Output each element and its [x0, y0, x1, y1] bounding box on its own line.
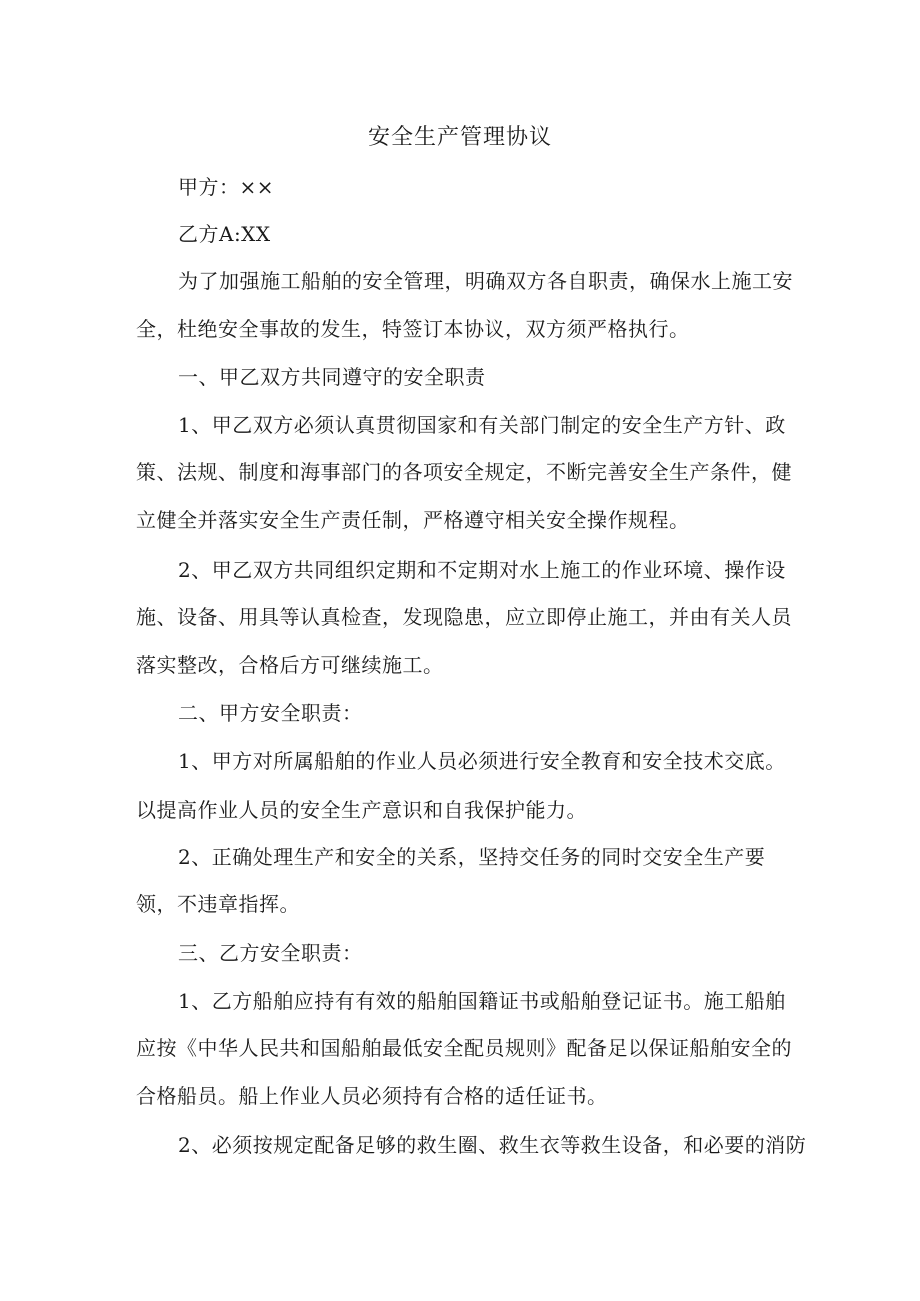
paragraph-line: 以提高作业人员的安全生产意识和自我保护能力。: [136, 798, 587, 822]
paragraph-line: 1、甲乙双方必须认真贯彻国家和有关部门制定的安全生产方针、政: [178, 413, 786, 437]
paragraph-line: 全，杜绝安全事故的发生，特签订本协议，双方须严格执行。: [136, 317, 690, 341]
paragraph-line: 立健全并落实安全生产责任制，严格遵守相关安全操作规程。: [136, 508, 690, 532]
section-heading-2: 二、甲方安全职责：: [178, 701, 363, 725]
paragraph-line: 策、法规、制度和海事部门的各项安全规定，不断完善安全生产条件，健: [136, 460, 792, 484]
document-title: 安全生产管理协议: [367, 125, 552, 150]
paragraph-line: 应按《中华人民共和国船舶最低安全配员规则》配备足以保证船舶安全的: [136, 1036, 792, 1060]
party-a-line: 甲方：××: [178, 175, 275, 199]
paragraph-line: 施、设备、用具等认真检查，发现隐患，应立即停止施工，并由有关人员: [136, 605, 792, 629]
party-b-line: 乙方A:XX: [178, 222, 271, 246]
paragraph-line: 2、正确处理生产和安全的关系，坚持交任务的同时交安全生产要: [178, 845, 766, 869]
paragraph-line: 领，不违章指挥。: [136, 892, 300, 916]
section-heading-3: 三、乙方安全职责：: [178, 941, 363, 965]
section-heading-1: 一、甲乙双方共同遵守的安全职责: [178, 365, 486, 389]
paragraph-line: 合格船员。船上作业人员必须持有合格的适任证书。: [136, 1084, 608, 1108]
paragraph-line: 1、乙方船舶应持有有效的船舶国籍证书或船舶登记证书。施工船舶: [178, 989, 786, 1013]
paragraph-line: 1、甲方对所属船舶的作业人员必须进行安全教育和安全技术交底。: [178, 749, 786, 773]
paragraph-line: 2、必须按规定配备足够的救生圈、救生衣等救生设备，和必要的消防: [178, 1133, 807, 1157]
paragraph-line: 2、甲乙双方共同组织定期和不定期对水上施工的作业环境、操作设: [178, 558, 786, 582]
paragraph-line: 落实整改，合格后方可继续施工。: [136, 653, 444, 677]
paragraph-line: 为了加强施工船舶的安全管理，明确双方各自职责，确保水上施工安: [178, 269, 793, 293]
